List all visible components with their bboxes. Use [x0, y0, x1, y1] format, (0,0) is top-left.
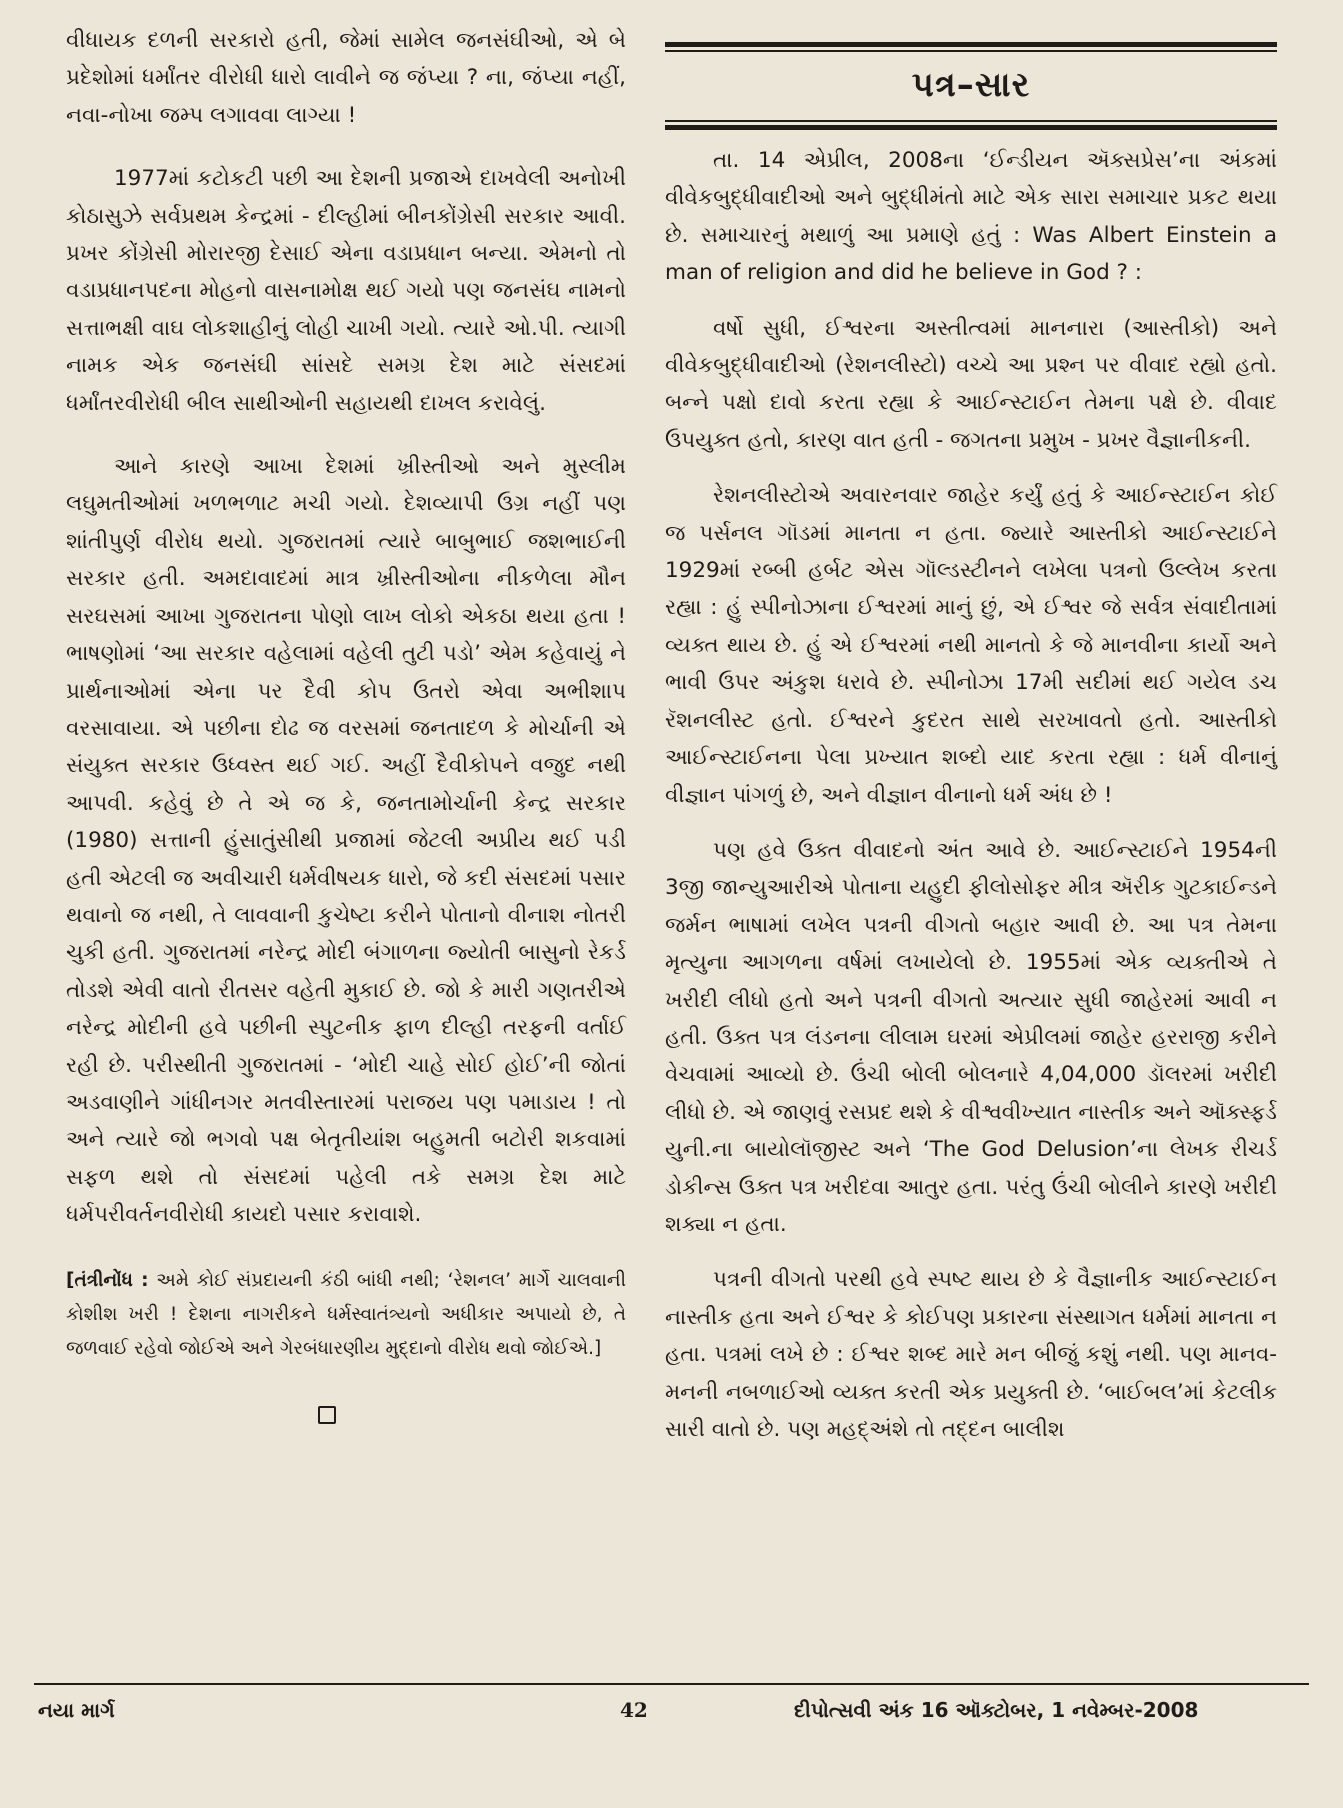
section-title: પત્ર–સાર: [911, 65, 1031, 105]
paragraph: 1977માં કટોકટી પછી આ દેશની પ્રજાએ દાખવેલી અનોખી કોઠાસુઝે સર્વપ્રથમ કેન્દ્રમાં - દીલ્હીમાં બીનકોંગ્રેસી સરકાર આવી. પ્રખર કોંગ્રેસી મોરારજી દેસાઈ એના વડાપ્રધાન બન્યા. એમનો તો વડાપ્રધાનપદના મોહનો વાસનામોક્ષ થઈ ગયો પણ જનસંઘ નામનો સત્તાભક્ષી વાઘ લોકશાહીનું લોહી ચાખી ગયો. ત્યારે ઓ.પી. ત્યાગી નામક એક જનસંઘી સાંસદે સમગ્ર દેશ માટે સંસદમાં ધર્માંતરવીરોધી બીલ સાથીઓની સહાયથી દાખલ કરાવેલું.: [66, 166, 626, 416]
header-rule-bottom: [665, 125, 1277, 130]
footer-rule: [34, 1683, 1309, 1685]
editor-note: [66, 1264, 626, 1366]
page-number: 42: [620, 1698, 648, 1722]
paragraph: તા. 14 એપ્રીલ, 2008ના ‘ઈન્ડીયન ઍક્સપ્રેસ’ના અંકમાં વીવેકબુદ્ધીવાદીઓ અને બુદ્ધીમંતો માટે એક સારા સમાચાર પ્રકટ થયા છે. સમાચારનું મથાળું આ પ્રમાણે હતું : Was Albert Einstein a man of religion and did he believe in God ? :: [665, 148, 1277, 286]
paragraph: રેશનલીસ્ટોએ અવારનવાર જાહેર કર્યું હતું કે આઈન્સ્ટાઈન કોઈ જ પર્સનલ ગૉડમાં માનતા ન હતા. જ્યારે આસ્તીકો આઈન્સ્ટાઈને 1929માં રબ્બી હર્બટ એસ ગૉલ્ડસ્ટીનને લખેલા પત્રનો ઉલ્લેખ કરતા રહ્યા : હું સ્પીનોઝાના ઈશ્વરમાં માનું છું, એ ઈશ્વર જે સર્વત્ર સંવાદીતામાં વ્યક્ત થાય છે. હું એ ઈશ્વરમાં નથી માનતો કે જે માનવીના કાર્યો અને ભાવી ઉપર અંકુશ ધરાવે છે. સ્પીનોઝા 17મી સદીમાં થઈ ગયેલ ડચ રૅશનલીસ્ટ હતો. ઈશ્વરને કુદરત સાથે સરખાવતો હતો. આસ્તીકો આઈન્સ્ટાઈનના પેલા પ્રખ્યાત શબ્દો યાદ કરતા રહ્યા : ધર્મ વીનાનું વીજ્ઞાન પાંગળું છે, અને વીજ્ઞાન વીનાનો ધર્મ અંધ છે !: [665, 483, 1277, 808]
paragraph: વર્ષો સુધી, ઈશ્વરના અસ્તીત્વમાં માનનારા (આસ્તીકો) અને વીવેકબુદ્ધીવાદીઓ (રેશનલીસ્ટો) વચ્ચે આ પ્રશ્ન પર વીવાદ રહ્યો હતો. બન્ને પક્ષો દાવો કરતા રહ્યા કે આઈન્સ્ટાઈન તેમના પક્ષે છે. વીવાદ ઉપયુક્ત હતો, કારણ વાત હતી - જગતના પ્રમુખ - પ્રખર વૈજ્ઞાનીકની.: [665, 315, 1277, 453]
header-rule-top-thin: [665, 50, 1277, 52]
header-rule-bottom-thin: [665, 120, 1277, 122]
paragraph: વીધાયક દળની સરકારો હતી, જેમાં સામેલ જનસંઘીઓ, એ બે પ્રદેશોમાં ધર્માંતર વીરોધી ધારો લાવીને જ જંપ્યા ? ના, જંપ્યા નહીં, નવા-નોખા જમ્પ લગાવવા લાગ્યા !: [66, 28, 626, 128]
editor-note-text: અમે કોઈ સંપ્રદાયની કંઠી બાંધી નથી; ‘રેશનલ’ માર્ગે ચાલવાની કોશીશ ખરી ! દેશના નાગરીકને ધર્મસ્વાતંત્ર્યનો અધીકાર અપાયો છે, તે જળવાઈ રહેવો જોઈએ અને ગેરબંધારણીય મુદ્દાનો વીરોધ થવો જોઈએ.]: [66, 1269, 626, 1359]
paragraph: પત્રની વીગતો પરથી હવે સ્પષ્ટ થાય છે કે વૈજ્ઞાનીક આઈન્સ્ટાઈન નાસ્તીક હતા અને ઈશ્વર કે કોઈપણ પ્રકારના સંસ્થાગત ધર્મમાં માનતા ન હતા. પત્રમાં લખે છે : ઈશ્વર શબ્દ મારે મન બીજું કશું નથી. પણ માનવ-મનની નબળાઈઓ વ્યક્ત કરતી એક પ્રયુક્તી છે. ‘બાઈબલ’માં કેટલીક સારી વાતો છે. પણ મહદ્અંશે તો તદ્દન બાલીશ: [665, 1267, 1277, 1442]
editor-note-label: [તંત્રીનોંધ :: [66, 1269, 149, 1291]
header-rule-top: [665, 42, 1277, 47]
publication-name: નયા માર્ગ: [38, 1698, 115, 1722]
right-column: [665, 22, 1277, 1448]
article-body: [665, 142, 1277, 1448]
paragraph: આને કારણે આખા દેશમાં ખ્રીસ્તીઓ અને મુસ્લીમ લઘુમતીઓમાં ખળભળાટ મચી ગયો. દેશવ્યાપી ઉગ્ર નહીં પણ શાંતીપુર્ણ વીરોધ થયો. ગુજરાતમાં ત્યારે બાબુભાઈ જશભાઈની સરકાર હતી. અમદાવાદમાં માત્ર ખ્રીસ્તીઓના નીકળેલા મૌન સરઘસમાં આખા ગુજરાતના પોણો લાખ લોકો એકઠા થયા હતા ! ભાષણોમાં ‘આ સરકાર વહેલામાં વહેલી તુટી પડો’ એમ કહેવાયું ને પ્રાર્થનાઓમાં એના પર દૈવી કોપ ઉતરો એવા અભીશાપ વરસાવાયા. એ પછીના દોઢ જ વરસમાં જનતાદળ કે મોર્ચાની એ સંયુક્ત સરકાર ઉધ્વસ્ત થઈ ગઈ. અહીં દૈવીકોપને વજુદ નથી આપવી. કહેવું છે તે એ જ કે, જનતામોર્ચાની કેન્દ્ર સરકાર (1980) સત્તાની હુંસાતુંસીથી પ્રજામાં જેટલી અપ્રીય થઈ પડી હતી એટલી જ અવીચારી ધર્મવીષયક ધારો, જે કદી સંસદમાં પસાર થવાનો જ નથી, તે લાવવાની કુચેષ્ટા કરીને પોતાનો વીનાશ નોતરી ચુકી હતી. ગુજરાતમાં નરેન્દ્ર મોદી બંગાળના જ્યોતી બાસુનો રેકર્ડ તોડશે એવી વાતો રીતસર વહેતી મુકાઈ છે. જો કે મારી ગણતરીએ નરેન્દ્ર મોદીની હવે પછીની સ્પુટનીક ફાળ દીલ્હી તરફની વર્તાઈ રહી છે. પરીસ્થીતી ગુજરાતમાં - ‘મોદી ચાહે સોઈ હોઈ’ની જોતાં અડવાણીને ગાંધીનગર મતવીસ્તારમાં પરાજય પણ પમાડાય ! તો અને ત્યારે જો ભગવો પક્ષ બેતૃતીયાંશ બહુમતી બટોરી શકવામાં સફળ થશે તો સંસદમાં પહેલી તકે સમગ્ર દેશ માટે ધર્મપરીવર્તનવીરોધી કાયદો પસાર કરાવાશે.: [66, 454, 626, 1228]
issue-info: દીપોત્સવી અંક 16 ઑક્ટોબર, 1 નવેમ્બર-2008: [794, 1698, 1199, 1722]
left-column: [66, 22, 626, 1424]
paragraph: પણ હવે ઉક્ત વીવાદનો અંત આવે છે. આઈન્સ્ટાઈને 1954ની 3જી જાન્યુઆરીએ પોતાના યહુદી ફીલોસોફર મીત્ર ઍરીક ગુટકાઈન્ડને જર્મન ભાષામાં લખેલ પત્રની વીગતો બહાર આવી છે. આ પત્ર તેમના મૃત્યુના આગળના વર્ષમાં લખાયેલો છે. 1955માં એક વ્યક્તીએ તે ખરીદી લીધો હતો અને પત્રની વીગતો અત્યાર સુધી જાહેરમાં આવી ન હતી. ઉક્ત પત્ર લંડનના લીલામ ઘરમાં એપ્રીલમાં જાહેર હરરાજી કરીને વેચવામાં આવ્યો છે. ઉંચી બોલી બોલનારે 4,04,000 ડૉલરમાં ખરીદી લીધો છે. એ જાણવું રસપ્રદ થશે કે વીશ્વવીખ્યાત નાસ્તીક અને ઑક્સ્ફર્ડ યુની.ના બાયોલૉજીસ્ટ અને ‘The God Delusion’ના લેખક રીચર્ડ ડોકીન્સ ઉક્ત પત્ર ખરીદવા આતુર હતા. પરંતુ ઉંચી બોલીને કારણે ખરીદી શક્યા ન હતા.: [665, 837, 1277, 1237]
end-mark-icon: [318, 1406, 336, 1424]
section-header: [665, 42, 1277, 130]
